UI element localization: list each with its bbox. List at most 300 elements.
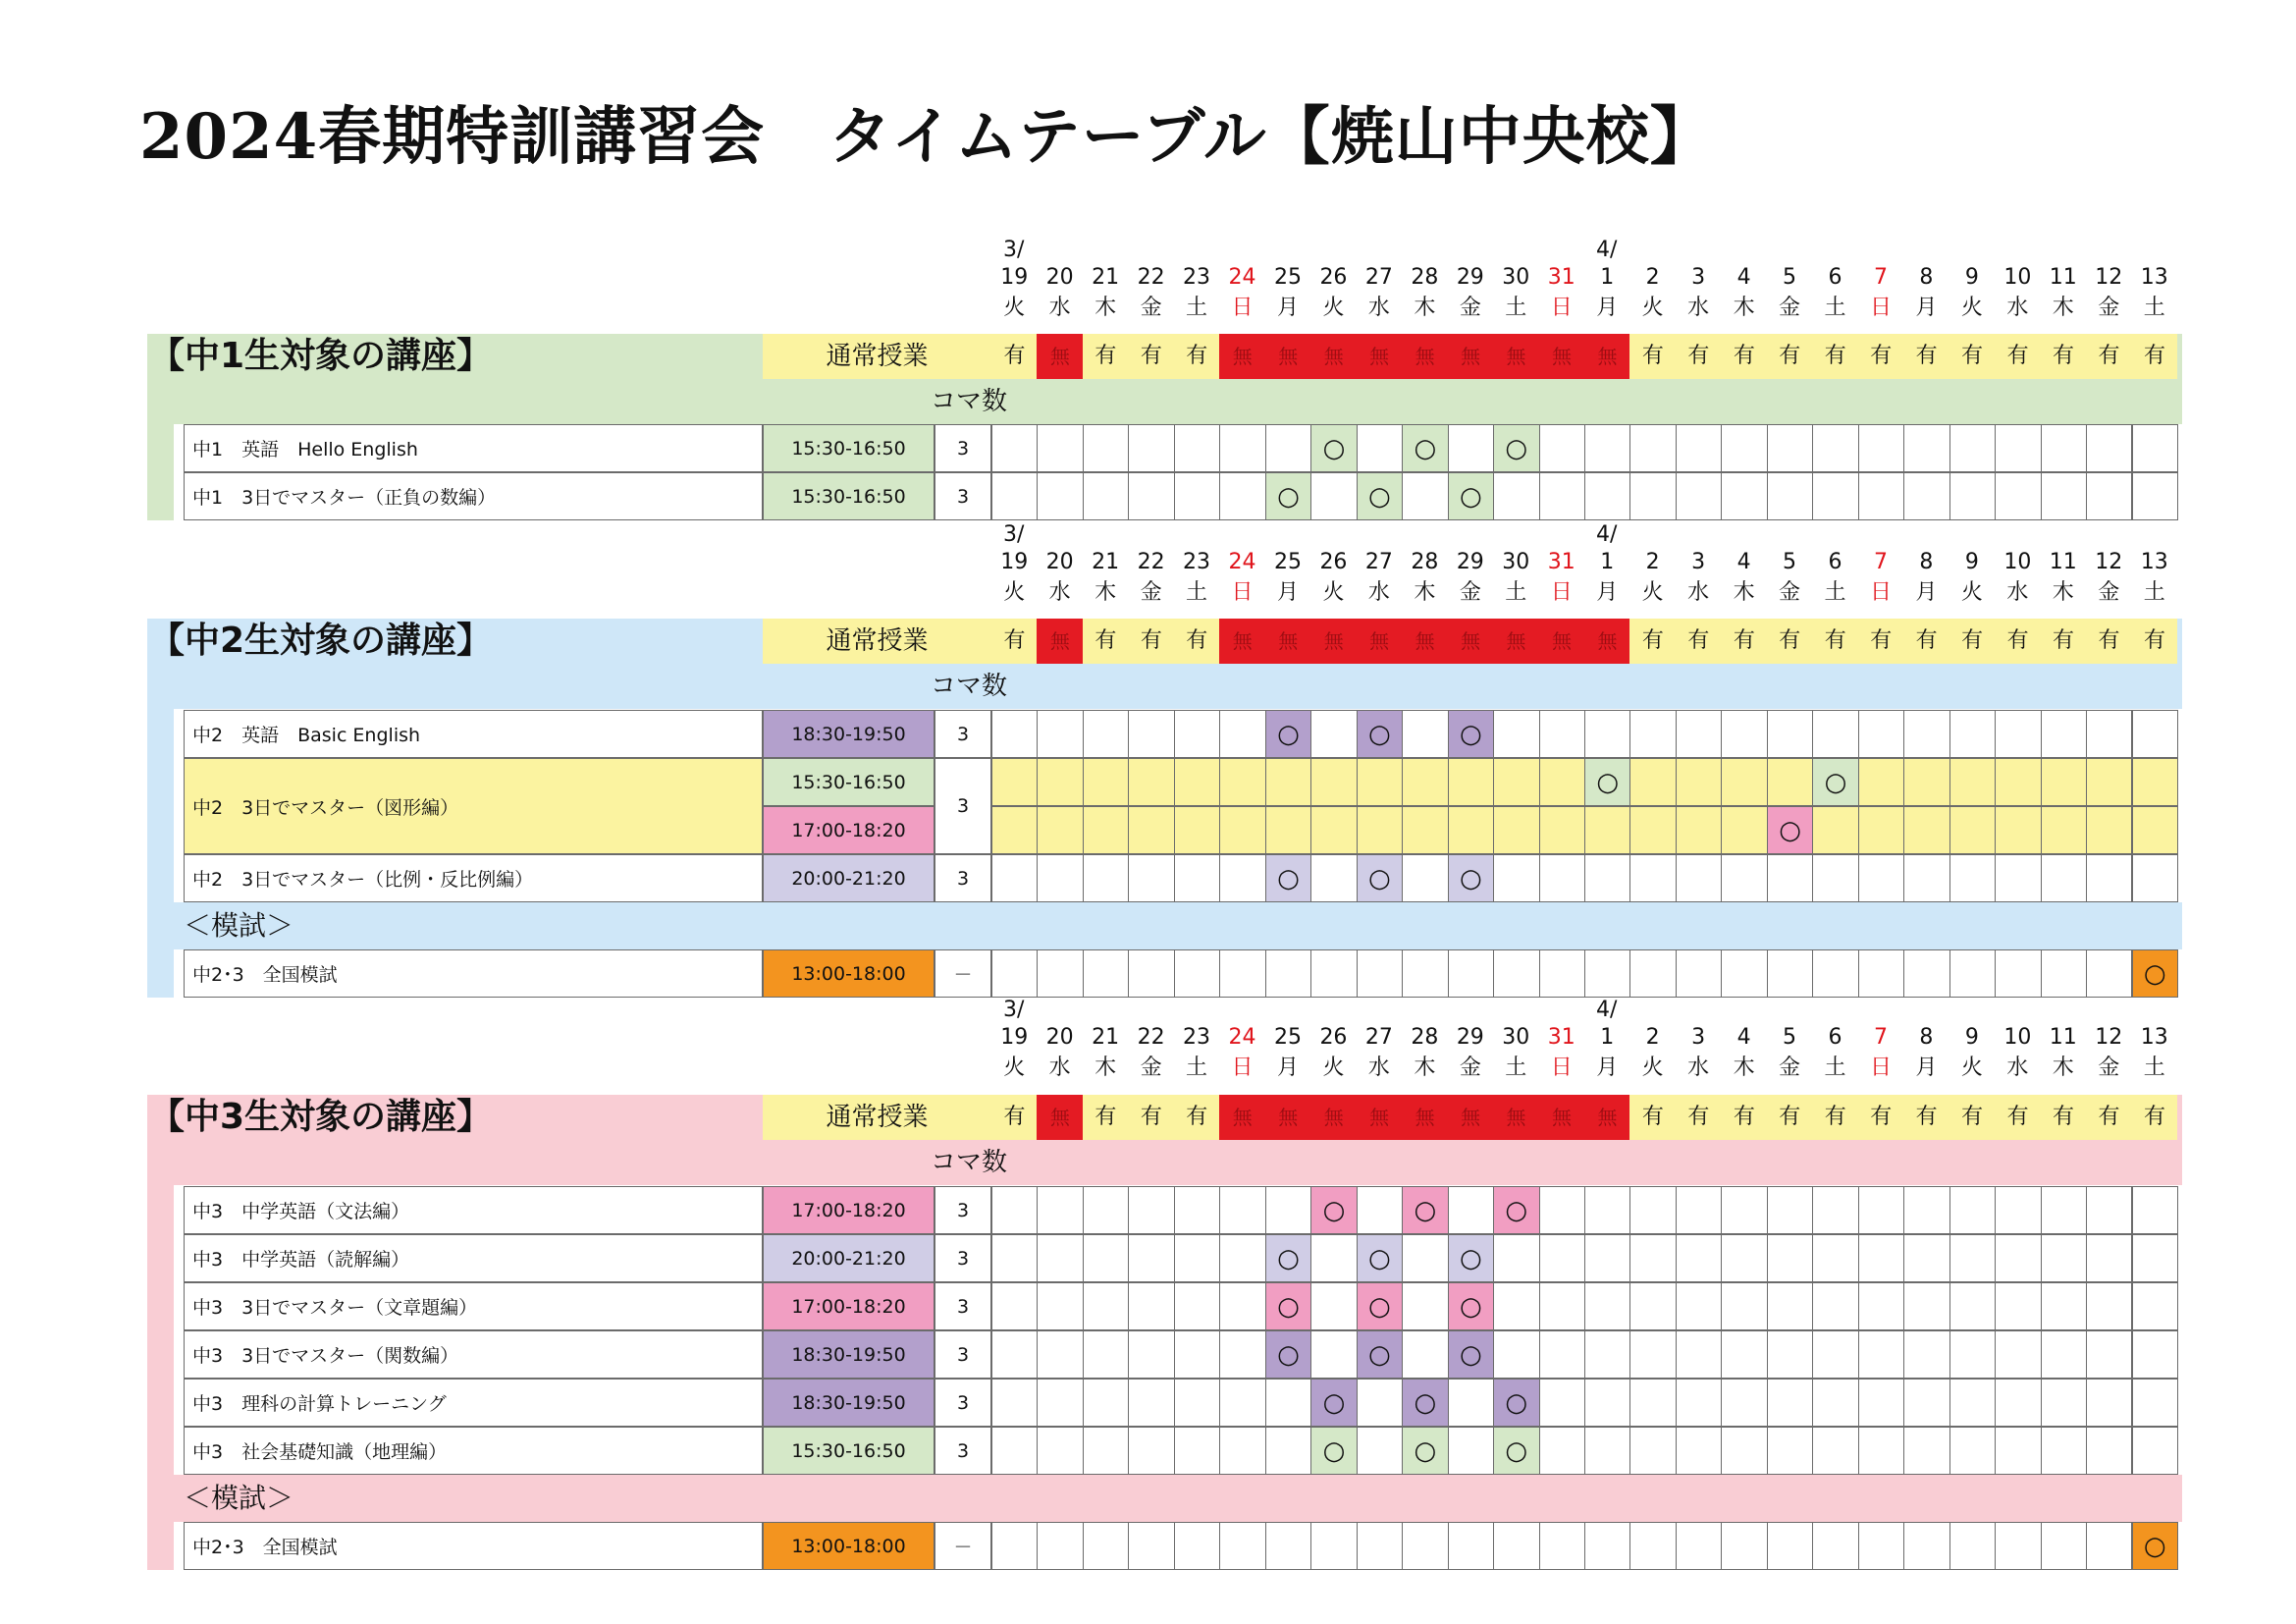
- session-cell: [2132, 1427, 2178, 1475]
- day-number: 9: [1964, 265, 1979, 290]
- session-cell: [2041, 1186, 2087, 1234]
- regular-class-cell: 無: [1539, 1095, 1585, 1140]
- month-label-april: 4/: [1595, 522, 1618, 547]
- day-number: 25: [1273, 1025, 1302, 1050]
- regular-class-cell: 無: [1357, 1095, 1403, 1140]
- session-cell-marked: [1265, 1282, 1311, 1330]
- day-number: 20: [1045, 265, 1074, 290]
- session-cell: [2086, 1379, 2132, 1427]
- circle-mark-icon: ○: [1368, 481, 1391, 512]
- regular-class-cell: 有: [1949, 1095, 1996, 1140]
- circle-mark-icon: ○: [1322, 1435, 1346, 1466]
- session-cell: [2041, 1379, 2087, 1427]
- session-cell: [1903, 1234, 1949, 1282]
- weekday-label: 火: [1960, 296, 1983, 320]
- session-cell-marked: [1448, 710, 1494, 758]
- session-cell-marked: [1357, 854, 1403, 902]
- session-cell: [2086, 806, 2132, 854]
- session-cell: [1219, 806, 1265, 854]
- regular-class-cell: 有: [1949, 334, 1996, 379]
- session-cell-marked: [1310, 424, 1357, 472]
- course-time: 20:00-21:20: [763, 1234, 934, 1282]
- regular-class-cell: 有: [1812, 334, 1858, 379]
- day-number: 10: [2003, 265, 2032, 290]
- session-cell: [1858, 1282, 1904, 1330]
- session-cell: [1083, 854, 1129, 902]
- session-cell: [1448, 806, 1494, 854]
- session-cell: [991, 854, 1038, 902]
- session-cell: [1584, 1234, 1630, 1282]
- regular-class-cell: 有: [2086, 334, 2132, 379]
- session-cell: [1219, 758, 1265, 806]
- session-cell: [1265, 1379, 1311, 1427]
- day-number: 20: [1045, 550, 1074, 574]
- regular-class-cell: 無: [1357, 334, 1403, 379]
- session-cell: [1357, 758, 1403, 806]
- session-cell: [1676, 1330, 1722, 1379]
- session-cell: [1721, 424, 1767, 472]
- session-cell: [1676, 1234, 1722, 1282]
- koma-count: 3: [934, 710, 991, 758]
- day-number: 21: [1092, 550, 1120, 574]
- circle-mark-icon: ○: [1277, 1339, 1300, 1370]
- session-cell: [2041, 710, 2087, 758]
- session-cell: [991, 1427, 1038, 1475]
- session-cell-marked: [1584, 758, 1630, 806]
- regular-class-cell: 有: [2132, 334, 2178, 379]
- course-name: 中2･3 全国模試: [184, 1522, 763, 1570]
- session-cell: [1174, 949, 1220, 998]
- circle-mark-icon: ○: [1322, 1387, 1346, 1418]
- regular-class-cell: 無: [1219, 334, 1265, 379]
- exam-band: [147, 902, 2182, 949]
- day-number: 8: [1919, 550, 1934, 574]
- regular-class-cell: 無: [1584, 1095, 1630, 1140]
- session-cell: [1174, 1379, 1220, 1427]
- session-cell: [2132, 806, 2178, 854]
- session-cell: [1721, 710, 1767, 758]
- session-cell: [1265, 949, 1311, 998]
- session-cell: [1767, 1522, 1813, 1570]
- day-number: 27: [1364, 550, 1393, 574]
- session-cell: [1539, 1234, 1585, 1282]
- session-cell-marked: [1357, 1330, 1403, 1379]
- koma-label: コマ数: [930, 672, 1007, 701]
- weekday-label: 木: [1095, 1056, 1117, 1080]
- session-cell: [1493, 1234, 1539, 1282]
- session-cell: [1128, 1330, 1174, 1379]
- session-cell: [1128, 472, 1174, 520]
- session-cell: [2132, 854, 2178, 902]
- session-cell: [1903, 854, 1949, 902]
- session-cell: [2086, 472, 2132, 520]
- session-cell: [2086, 1330, 2132, 1379]
- session-cell: [1812, 1522, 1858, 1570]
- regular-class-cell: 有: [1083, 1095, 1129, 1140]
- session-cell: [1721, 1330, 1767, 1379]
- section-title: 【中3生対象の講座】: [149, 1097, 493, 1137]
- session-cell-marked: [1493, 1186, 1539, 1234]
- regular-class-cell: 無: [1493, 619, 1539, 664]
- session-cell: [1721, 1522, 1767, 1570]
- session-cell: [2041, 806, 2087, 854]
- circle-mark-icon: ○: [1414, 433, 1437, 463]
- session-cell: [1357, 424, 1403, 472]
- section-title: 【中2生対象の講座】: [149, 621, 493, 661]
- session-cell: [1995, 1522, 2041, 1570]
- regular-class-cell: 有: [991, 1095, 1038, 1140]
- weekday-label: 土: [1824, 1056, 1846, 1080]
- session-cell: [1629, 949, 1676, 998]
- day-number: 12: [2095, 550, 2123, 574]
- session-cell: [1037, 1186, 1083, 1234]
- regular-class-cell: 無: [1493, 1095, 1539, 1140]
- session-cell-marked: [1767, 806, 1813, 854]
- session-cell: [1767, 1186, 1813, 1234]
- day-number: 4: [1736, 550, 1751, 574]
- session-cell: [1037, 1379, 1083, 1427]
- circle-mark-icon: ○: [2143, 958, 2166, 989]
- day-number: 27: [1364, 265, 1393, 290]
- koma-count: 3: [934, 1234, 991, 1282]
- course-name: 中3 3日でマスター（文章題編）: [184, 1282, 763, 1330]
- session-cell: [1448, 949, 1494, 998]
- regular-class-cell: 有: [1858, 1095, 1904, 1140]
- session-cell: [1448, 1522, 1494, 1570]
- session-cell: [1083, 1379, 1129, 1427]
- course-time: 15:30-16:50: [763, 1427, 934, 1475]
- session-cell: [1083, 1234, 1129, 1282]
- session-cell: [1721, 1379, 1767, 1427]
- session-cell: [1037, 854, 1083, 902]
- day-number: 13: [2140, 265, 2168, 290]
- day-number: 29: [1456, 265, 1484, 290]
- day-number: 4: [1736, 265, 1751, 290]
- day-number: 1: [1600, 550, 1615, 574]
- session-cell: [1128, 1379, 1174, 1427]
- session-cell: [1629, 1427, 1676, 1475]
- day-number: 26: [1319, 265, 1348, 290]
- weekday-label: 火: [1960, 580, 1983, 605]
- weekday-label: 日: [1231, 1056, 1254, 1080]
- session-cell-marked: [1493, 424, 1539, 472]
- session-cell: [2041, 424, 2087, 472]
- session-cell: [1310, 758, 1357, 806]
- month-label-march: 3/: [1003, 238, 1025, 262]
- day-number: 12: [2095, 265, 2123, 290]
- session-cell: [1903, 1427, 1949, 1475]
- day-number: 3: [1691, 1025, 1706, 1050]
- session-cell: [1629, 1234, 1676, 1282]
- session-cell: [991, 710, 1038, 758]
- regular-class-cell: 有: [1174, 619, 1220, 664]
- regular-class-cell: 有: [1995, 1095, 2041, 1140]
- session-cell: [2086, 1282, 2132, 1330]
- session-cell: [1584, 1427, 1630, 1475]
- session-cell: [1493, 758, 1539, 806]
- regular-class-cell: 無: [1310, 1095, 1357, 1140]
- weekday-label: 土: [1186, 296, 1208, 320]
- regular-class-label: 通常授業: [826, 1103, 929, 1132]
- exam-label: ＜模試＞: [184, 909, 294, 942]
- regular-class-cell: 無: [1402, 1095, 1448, 1140]
- weekday-label: 火: [1960, 1056, 1983, 1080]
- session-cell: [1128, 949, 1174, 998]
- session-cell: [1402, 854, 1448, 902]
- circle-mark-icon: ○: [1824, 767, 1847, 797]
- regular-class-cell: 無: [1037, 1095, 1083, 1140]
- day-number: 24: [1228, 265, 1256, 290]
- session-cell: [991, 1522, 1038, 1570]
- session-cell: [1676, 854, 1722, 902]
- session-cell: [1539, 1186, 1585, 1234]
- weekday-label: 水: [1048, 580, 1071, 605]
- circle-mark-icon: ○: [1505, 1387, 1528, 1418]
- weekday-label: 水: [1367, 296, 1390, 320]
- weekday-label: 土: [2143, 296, 2165, 320]
- session-cell: [1357, 1186, 1403, 1234]
- course-time: 15:30-16:50: [763, 424, 934, 472]
- day-number: 3: [1691, 265, 1706, 290]
- session-cell: [1219, 949, 1265, 998]
- session-cell: [991, 806, 1038, 854]
- weekday-label: 木: [2052, 296, 2074, 320]
- session-cell: [1037, 949, 1083, 998]
- session-cell: [1128, 1186, 1174, 1234]
- weekday-label: 火: [1322, 580, 1345, 605]
- day-number: 19: [1000, 550, 1029, 574]
- session-cell: [1995, 1330, 2041, 1379]
- session-cell: [1128, 1234, 1174, 1282]
- regular-class-cell: 有: [1812, 619, 1858, 664]
- session-cell: [1995, 1379, 2041, 1427]
- session-cell: [1995, 854, 2041, 902]
- session-cell: [991, 949, 1038, 998]
- course-name: 中1 英語 Hello English: [184, 424, 763, 472]
- weekday-label: 火: [1641, 296, 1664, 320]
- course-name: 中3 中学英語（読解編）: [184, 1234, 763, 1282]
- circle-mark-icon: ○: [1779, 815, 1801, 845]
- session-cell-marked: [1493, 1379, 1539, 1427]
- regular-class-cell: 無: [1357, 619, 1403, 664]
- day-number: 6: [1828, 1025, 1842, 1050]
- session-cell-marked: [1265, 1330, 1311, 1379]
- session-cell: [1858, 1522, 1904, 1570]
- session-cell: [1037, 758, 1083, 806]
- day-number: 5: [1783, 550, 1797, 574]
- session-cell: [1174, 1234, 1220, 1282]
- regular-class-cell: 有: [2132, 619, 2178, 664]
- weekday-label: 火: [1003, 1056, 1026, 1080]
- day-number: 9: [1964, 1025, 1979, 1050]
- weekday-label: 木: [1095, 580, 1117, 605]
- session-cell: [1995, 949, 2041, 998]
- session-cell: [1767, 758, 1813, 806]
- weekday-label: 土: [1186, 1056, 1208, 1080]
- weekday-label: 水: [1687, 296, 1710, 320]
- session-cell: [1584, 710, 1630, 758]
- circle-mark-icon: ○: [2143, 1531, 2166, 1561]
- weekday-label: 木: [1414, 580, 1436, 605]
- circle-mark-icon: ○: [1459, 863, 1482, 893]
- weekday-label: 日: [1869, 1056, 1892, 1080]
- page-title: 2024春期特訓講習会 タイムテーブル【焼山中央校】: [139, 100, 1714, 174]
- session-cell: [1174, 1186, 1220, 1234]
- session-cell: [1174, 1427, 1220, 1475]
- session-cell: [1265, 1186, 1311, 1234]
- regular-class-cell: 有: [1676, 334, 1722, 379]
- regular-class-cell: 無: [1402, 334, 1448, 379]
- session-cell: [1219, 1186, 1265, 1234]
- day-number: 27: [1364, 1025, 1393, 1050]
- session-cell: [1676, 1186, 1722, 1234]
- session-cell: [1448, 1379, 1494, 1427]
- session-cell: [1539, 806, 1585, 854]
- day-number: 25: [1273, 550, 1302, 574]
- koma-count: 3: [934, 758, 991, 854]
- regular-class-cell: 無: [1219, 619, 1265, 664]
- day-number: 10: [2003, 550, 2032, 574]
- day-number: 19: [1000, 1025, 1029, 1050]
- session-cell: [1493, 806, 1539, 854]
- session-cell: [1310, 472, 1357, 520]
- regular-class-cell: 有: [1128, 334, 1174, 379]
- session-cell-marked: [1310, 1186, 1357, 1234]
- weekday-label: 木: [2052, 1056, 2074, 1080]
- weekday-label: 金: [1779, 580, 1801, 605]
- weekday-label: 日: [1550, 580, 1573, 605]
- weekday-label: 水: [1048, 296, 1071, 320]
- session-cell: [1310, 1522, 1357, 1570]
- circle-mark-icon: ○: [1505, 1195, 1528, 1225]
- regular-class-cell: 有: [1629, 1095, 1676, 1140]
- weekday-label: 土: [1505, 1056, 1527, 1080]
- weekday-label: 月: [1915, 580, 1938, 605]
- course-name: 中3 中学英語（文法編）: [184, 1186, 763, 1234]
- session-cell: [991, 1234, 1038, 1282]
- session-cell: [1174, 1330, 1220, 1379]
- session-cell: [1402, 758, 1448, 806]
- session-cell: [1037, 1427, 1083, 1475]
- session-cell: [1949, 472, 1996, 520]
- session-cell: [1265, 1427, 1311, 1475]
- session-cell-marked: [1357, 1234, 1403, 1282]
- session-cell: [1858, 949, 1904, 998]
- session-cell: [1493, 1330, 1539, 1379]
- weekday-label: 月: [1276, 296, 1299, 320]
- koma-label: コマ数: [930, 1148, 1007, 1177]
- session-cell: [1219, 472, 1265, 520]
- session-cell: [1310, 854, 1357, 902]
- session-cell: [2041, 758, 2087, 806]
- session-cell: [1721, 758, 1767, 806]
- circle-mark-icon: ○: [1414, 1387, 1437, 1418]
- session-cell: [2132, 1186, 2178, 1234]
- month-label-april: 4/: [1595, 238, 1618, 262]
- circle-mark-icon: ○: [1368, 1291, 1391, 1322]
- session-cell: [1767, 424, 1813, 472]
- regular-class-cell: 有: [1903, 1095, 1949, 1140]
- session-cell: [1812, 1186, 1858, 1234]
- weekday-label: 木: [1414, 1056, 1436, 1080]
- session-cell: [1219, 424, 1265, 472]
- day-number: 28: [1411, 1025, 1439, 1050]
- session-cell: [1402, 710, 1448, 758]
- session-cell: [1767, 1234, 1813, 1282]
- day-number: 30: [1502, 265, 1530, 290]
- weekday-label: 火: [1641, 580, 1664, 605]
- koma-count: －: [934, 1522, 991, 1570]
- day-number: 24: [1228, 1025, 1256, 1050]
- session-cell: [1858, 1234, 1904, 1282]
- session-cell: [1629, 710, 1676, 758]
- session-cell: [1858, 1379, 1904, 1427]
- day-number: 4: [1736, 1025, 1751, 1050]
- session-cell: [1949, 1522, 1996, 1570]
- session-cell: [2041, 1282, 2087, 1330]
- day-number: 21: [1092, 265, 1120, 290]
- koma-count: 3: [934, 1330, 991, 1379]
- session-cell: [1676, 424, 1722, 472]
- day-number: 31: [1547, 550, 1575, 574]
- day-number: 24: [1228, 550, 1256, 574]
- regular-class-cell: 無: [1265, 1095, 1311, 1140]
- session-cell: [2086, 1186, 2132, 1234]
- session-cell-marked: [1812, 758, 1858, 806]
- section-koma-band: [147, 664, 2182, 709]
- session-cell: [1310, 1330, 1357, 1379]
- regular-class-cell: 無: [1037, 334, 1083, 379]
- day-number: 25: [1273, 265, 1302, 290]
- day-number: 28: [1411, 265, 1439, 290]
- regular-class-cell: 無: [1584, 334, 1630, 379]
- session-cell: [1767, 1427, 1813, 1475]
- circle-mark-icon: ○: [1277, 481, 1300, 512]
- session-cell: [1128, 1522, 1174, 1570]
- session-cell: [1949, 1282, 1996, 1330]
- weekday-label: 金: [1779, 296, 1801, 320]
- day-number: 9: [1964, 550, 1979, 574]
- session-cell: [1676, 710, 1722, 758]
- weekday-label: 水: [2006, 296, 2029, 320]
- session-cell: [1493, 1282, 1539, 1330]
- session-cell-marked: [1402, 1186, 1448, 1234]
- session-cell-marked: [1402, 424, 1448, 472]
- session-cell: [1767, 949, 1813, 998]
- session-cell: [1219, 1234, 1265, 1282]
- session-cell: [2086, 1522, 2132, 1570]
- session-cell: [1949, 806, 1996, 854]
- session-cell: [1584, 472, 1630, 520]
- session-cell: [991, 1186, 1038, 1234]
- session-cell: [1629, 806, 1676, 854]
- session-cell: [2041, 472, 2087, 520]
- weekday-label: 金: [1779, 1056, 1801, 1080]
- session-cell-marked: [2132, 949, 2178, 998]
- koma-count: 3: [934, 472, 991, 520]
- session-cell-marked: [1357, 710, 1403, 758]
- session-cell: [1083, 1427, 1129, 1475]
- session-cell: [1949, 1427, 1996, 1475]
- weekday-label: 月: [1915, 1056, 1938, 1080]
- session-cell: [1995, 424, 2041, 472]
- session-cell: [2086, 710, 2132, 758]
- exam-label: ＜模試＞: [184, 1482, 294, 1514]
- regular-class-cell: 無: [1219, 1095, 1265, 1140]
- regular-class-cell: 有: [1995, 334, 2041, 379]
- weekday-label: 木: [1733, 296, 1755, 320]
- session-cell: [1174, 1522, 1220, 1570]
